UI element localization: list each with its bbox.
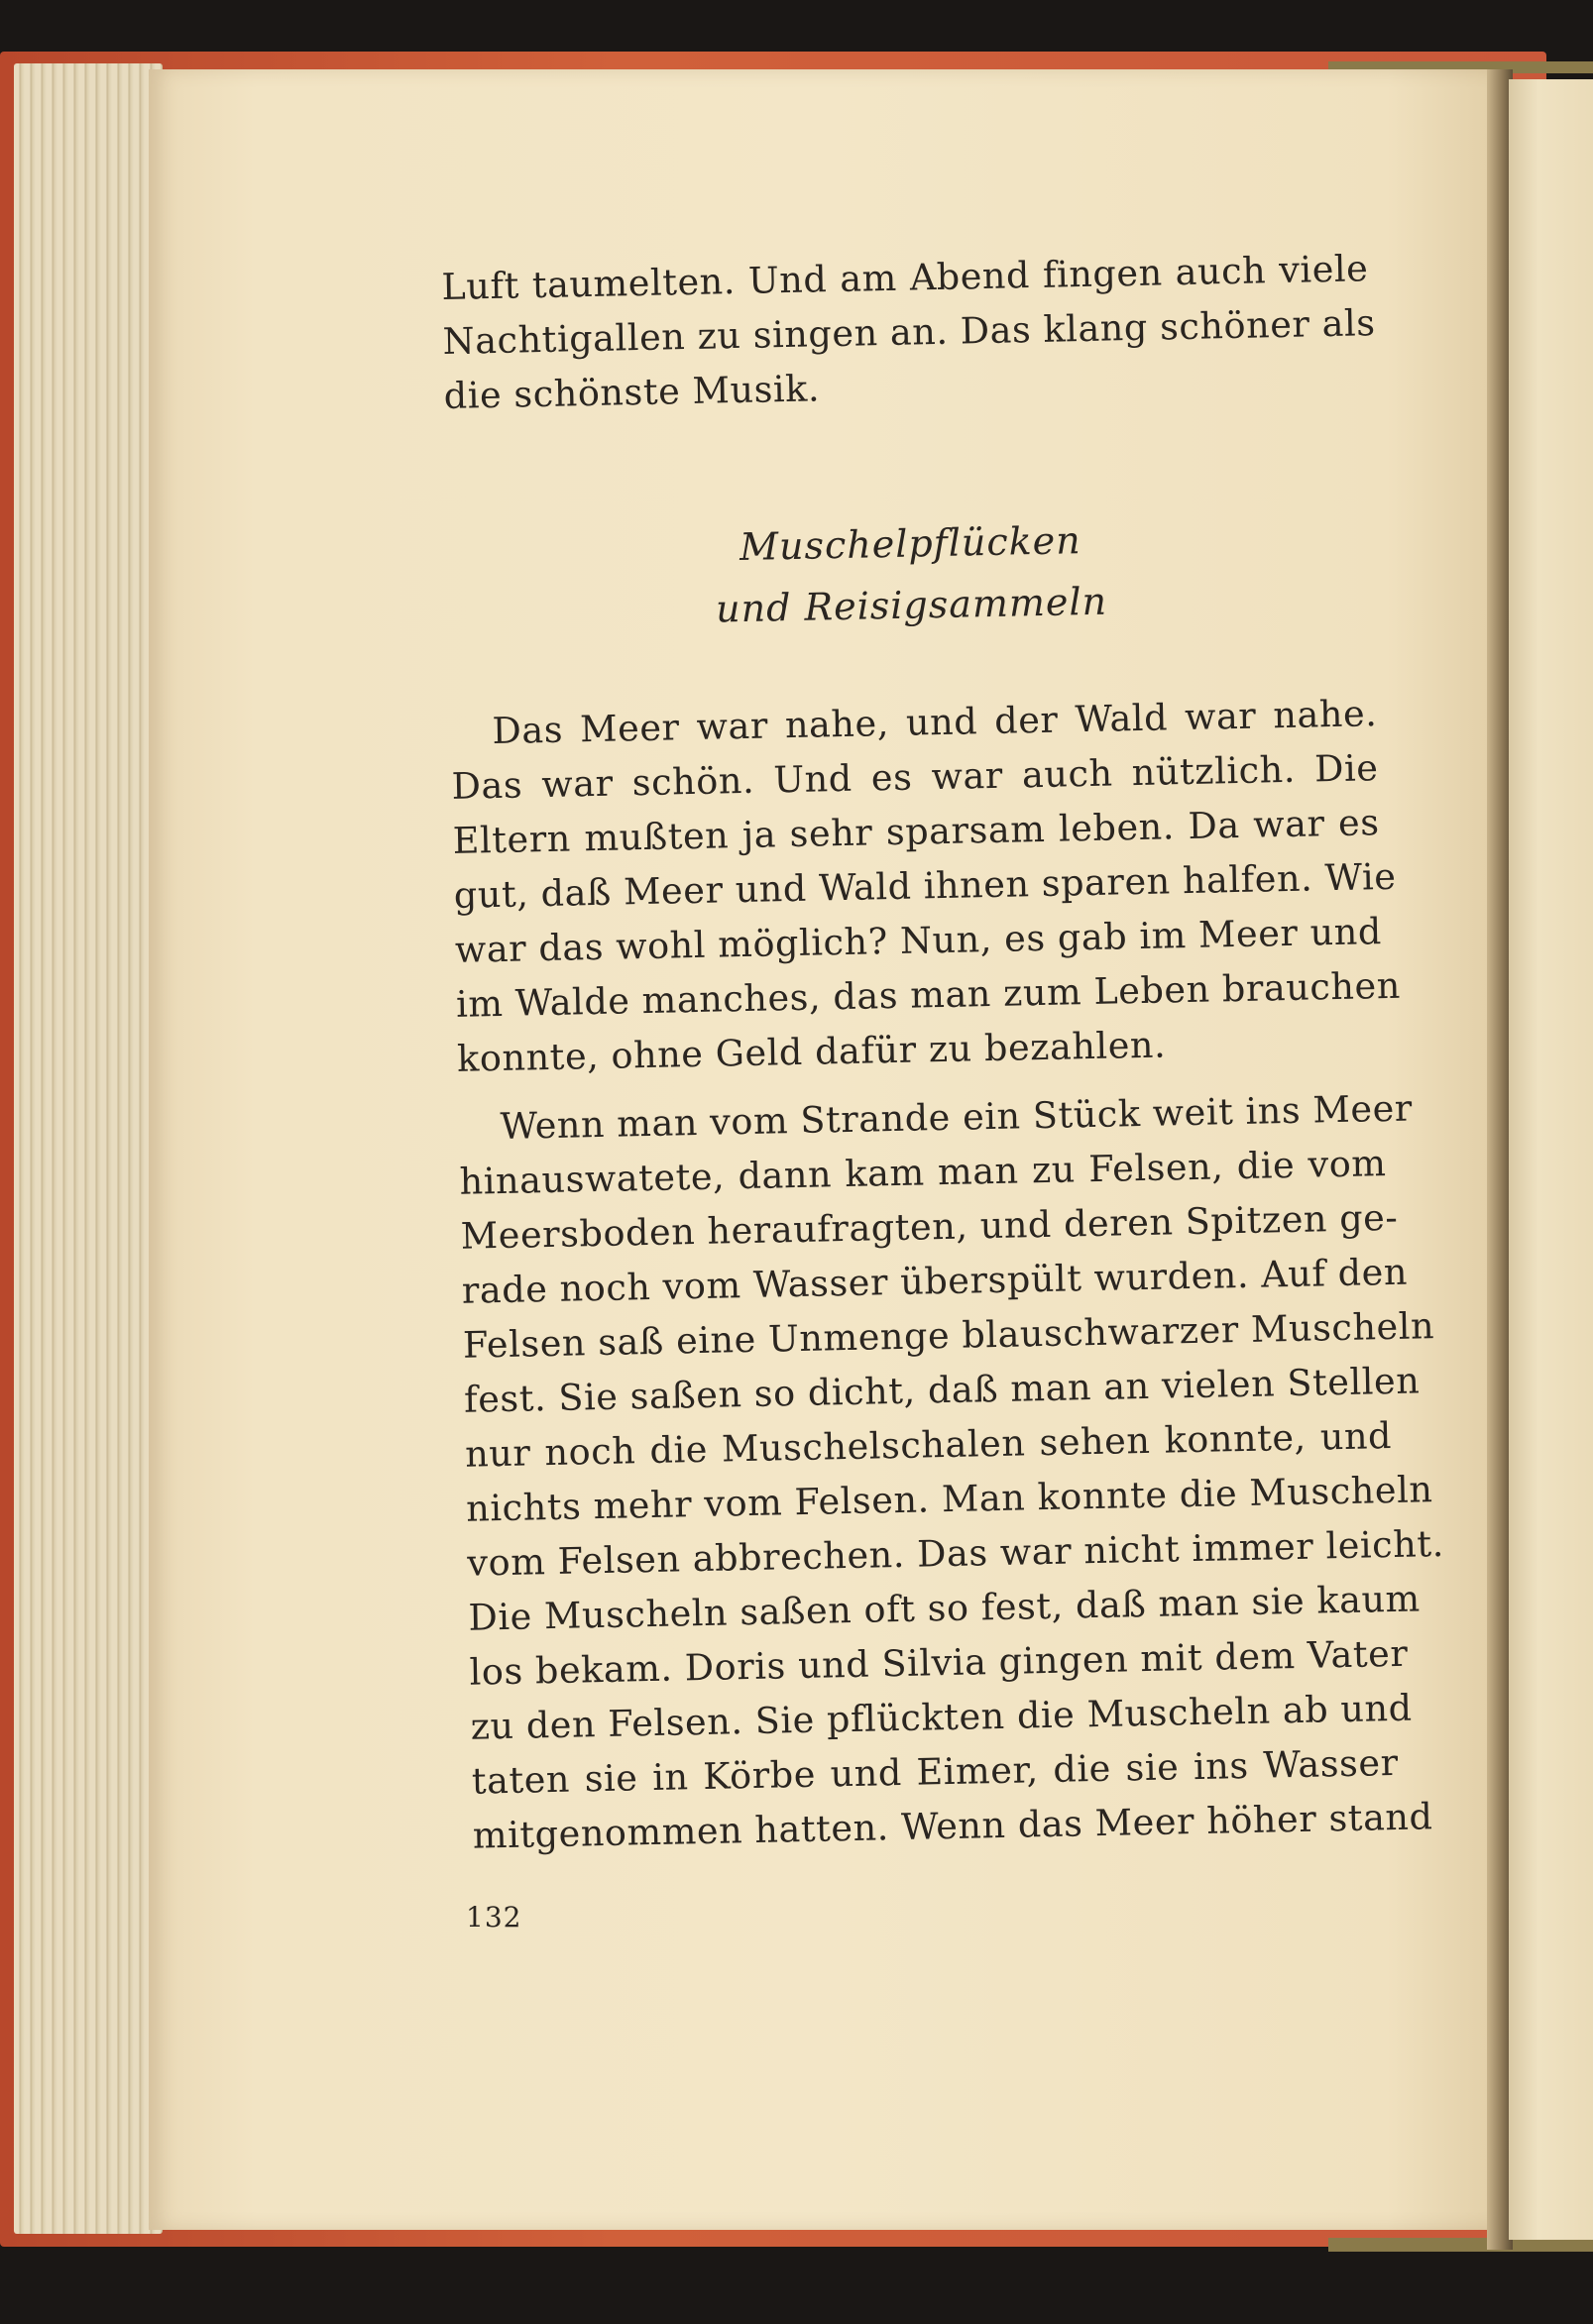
page-number: 132 xyxy=(466,1901,522,1934)
text-line: Das war schön. Und es war auch nützlich. Die xyxy=(451,746,1379,808)
text-line: nichts mehr vom Felsen. Man konnte die Muscheln xyxy=(465,1468,1433,1530)
text-line: im Walde manches, das man zum Leben brauchen xyxy=(455,963,1402,1026)
text-line: war das wohl möglich? Nun, es gab im Meer und xyxy=(454,910,1383,971)
text-line: rade noch vom Wasser überspült wurden. Auf den xyxy=(461,1250,1409,1312)
heading-line-2: und Reisigsammeln xyxy=(715,579,1108,631)
text-line: Nachtigallen zu singen an. Das klang schöner als xyxy=(442,301,1377,363)
text-line: mitgenommen hatten. Wenn das Meer höher stand xyxy=(472,1795,1433,1857)
text-line: nur noch die Muschelschalen sehen konnte, und xyxy=(464,1413,1393,1476)
text-line: taten sie in Körbe und Eimer, die sie ins Wasser xyxy=(471,1740,1400,1803)
paragraph-2 xyxy=(458,1081,1445,1863)
text-line: vom Felsen abbrechen. Das war nicht immer leicht. xyxy=(466,1521,1445,1585)
text-line: konnte, ohne Geld dafür zu bezahlen. xyxy=(456,1023,1167,1080)
text-line: zu den Felsen. Sie pflückten die Muscheln ab und xyxy=(470,1686,1414,1748)
text-line: Meersboden heraufragten, und deren Spitzen ge- xyxy=(460,1195,1399,1258)
text-line: Das Meer war nahe, und der Wald war nahe. xyxy=(492,692,1378,753)
page-text xyxy=(441,241,1445,1862)
spine-cloth-bottom xyxy=(1328,2238,1593,2252)
paragraph-1 xyxy=(450,686,1402,1086)
text-line: Wenn man vom Strande ein Stück weit ins Meer xyxy=(500,1086,1414,1148)
text-line: hinauswatete, dann kam man zu Felsen, die vom xyxy=(459,1142,1387,1203)
text-line: los bekam. Doris und Silvia gingen mit dem Vater xyxy=(469,1631,1409,1694)
text-line: die schönste Musik. xyxy=(443,367,821,417)
text-line: gut, daß Meer und Wald ihnen sparen halfen. Wie xyxy=(453,854,1397,917)
heading-line-1: Muschelpflücken xyxy=(739,518,1082,570)
top-paragraph xyxy=(441,241,1377,423)
chapter-heading xyxy=(446,503,1375,645)
text-line: Felsen saß eine Unmenge blauschwarzer Muscheln xyxy=(462,1304,1435,1367)
text-line: Die Muscheln saßen oft so fest, daß man sie kaum xyxy=(468,1577,1422,1639)
text-line: Eltern mußten ja sehr sparsam leben. Da war es xyxy=(452,801,1381,862)
text-line: Luft taumelten. Und am Abend fingen auch viele xyxy=(441,247,1369,308)
text-line: fest. Sie saßen so dicht, daß man an vielen Stellen xyxy=(463,1359,1421,1421)
facing-page-edge xyxy=(1509,79,1593,2240)
page-stack-edges xyxy=(14,63,163,2234)
